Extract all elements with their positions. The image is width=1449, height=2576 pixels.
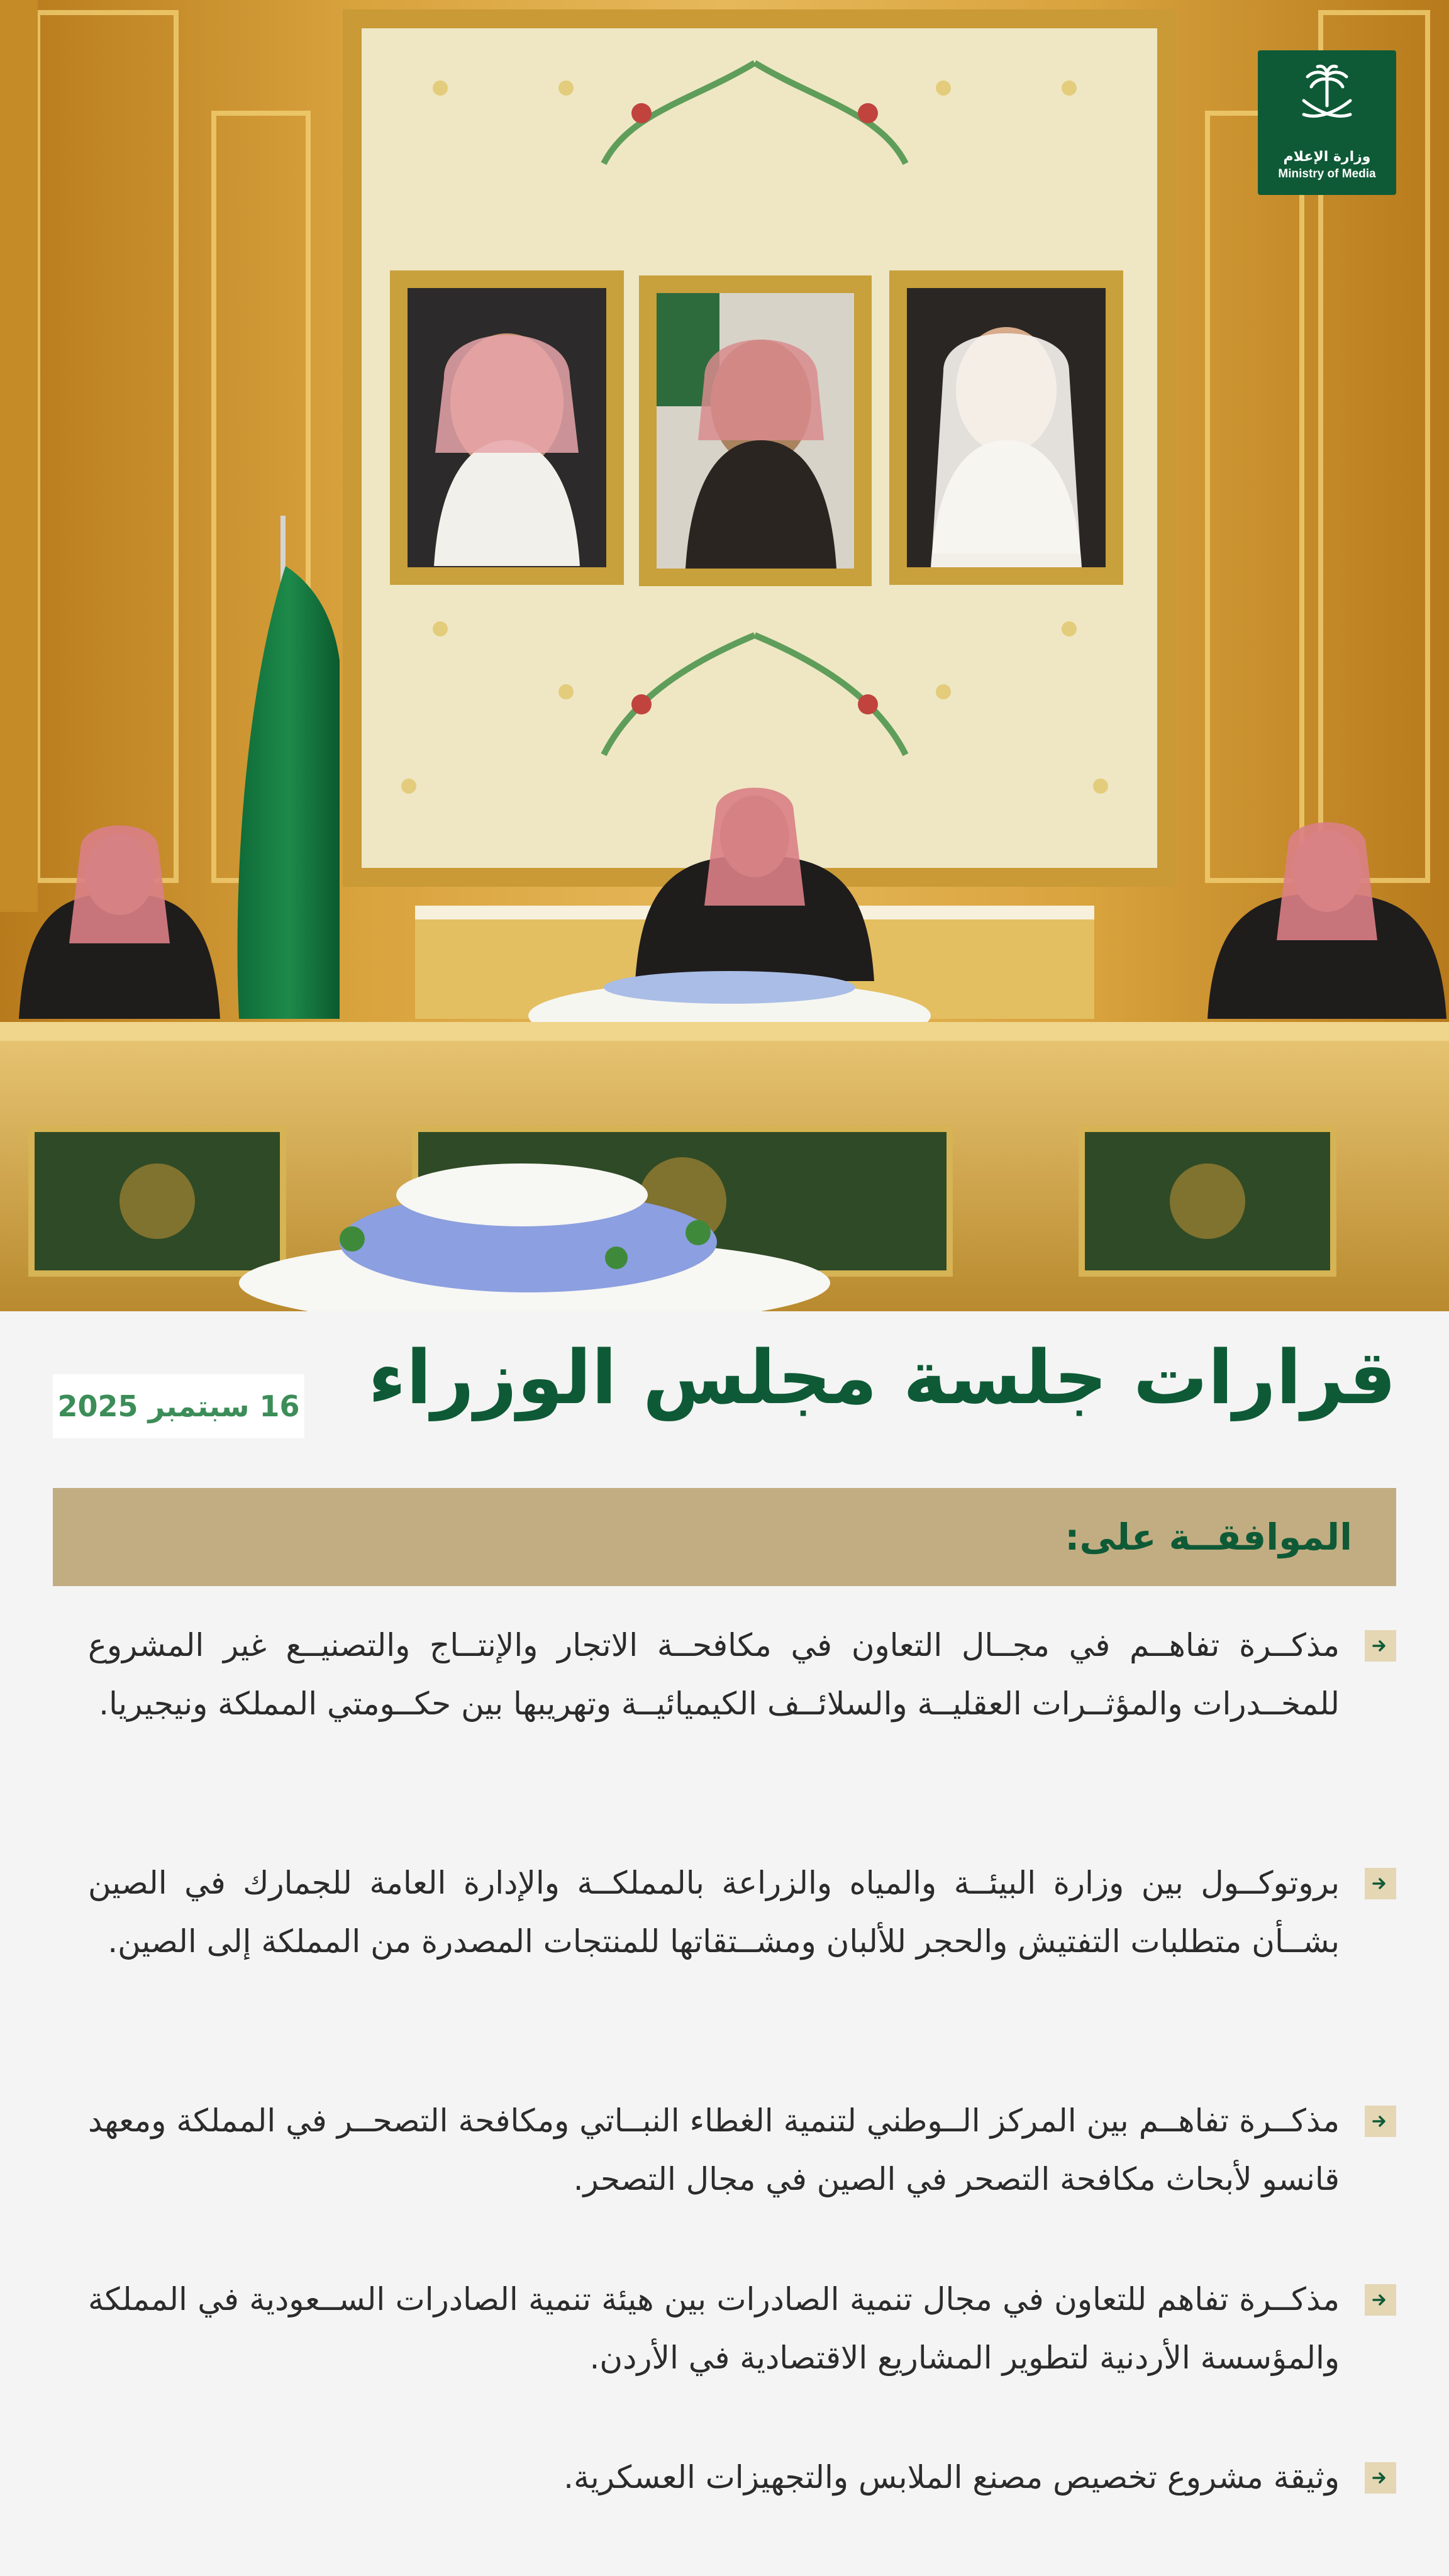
decision-item [88,2448,1396,2507]
arrow-right-icon [1365,1868,1396,1899]
logo-english-text: Ministry of Media [1278,167,1376,180]
palm-and-swords-emblem-icon [1292,62,1362,133]
arrow-right-icon [1365,2284,1396,2316]
page-title: قرارات جلسة مجلس الوزراء [368,1334,1396,1421]
section-header-label: الموافقــة على: [1065,1516,1352,1558]
ministry-of-media-logo [1258,50,1396,195]
decision-text: بروتوكــول بين وزارة البيئــة والمياه والزراعة بالمملكــة والإدارة العامة للجمارك في الصين بشــأن متطلبات التفتيش والحجر للألبان ومشــتقاتها للمنتجات المصدرة من المملكة إلى الصين. [88,1865,1340,1960]
arrow-right-icon [1365,1630,1396,1662]
decision-item [88,2270,1396,2387]
decision-item [88,2092,1396,2209]
arrow-right-icon [1365,2462,1396,2494]
arrow-right-icon [1365,2106,1396,2137]
decision-item [88,1854,1396,1971]
logo-arabic-text: وزارة الإعلام [1283,148,1371,165]
decision-text: مذكــرة تفاهــم في مجــال التعاون في مكافحــة الاتجار والإنتــاج والتصنيــع غير المشروع للمخــدرات والمؤثــرات العقليــة والسلائــف الكيميائيــة وتهريبها بين حكــومتي المملكة ونيجيريا. [88,1627,1340,1722]
section-header-bar [53,1488,1396,1586]
decision-text: مذكــرة تفاهم للتعاون في مجال تنمية الصادرات بين هيئة تنمية الصادرات الســعودية في المملكة والمؤسسة الأردنية لتطوير المشاريع الاقتصادية في الأردن. [88,2281,1340,2376]
decision-text: وثيقة مشروع تخصيص مصنع الملابس والتجهيزات العسكرية. [564,2459,1340,2496]
decision-text: مذكــرة تفاهــم بين المركز الــوطني لتنمية الغطاء النبــاتي ومكافحة التصحــر في المملكة ومعهد قانسو لأبحاث مكافحة التصحر في الصين في مجال التصحر. [88,2102,1340,2197]
date-badge: 16 سبتمبر 2025 [53,1374,304,1438]
decision-item [88,1616,1396,1733]
